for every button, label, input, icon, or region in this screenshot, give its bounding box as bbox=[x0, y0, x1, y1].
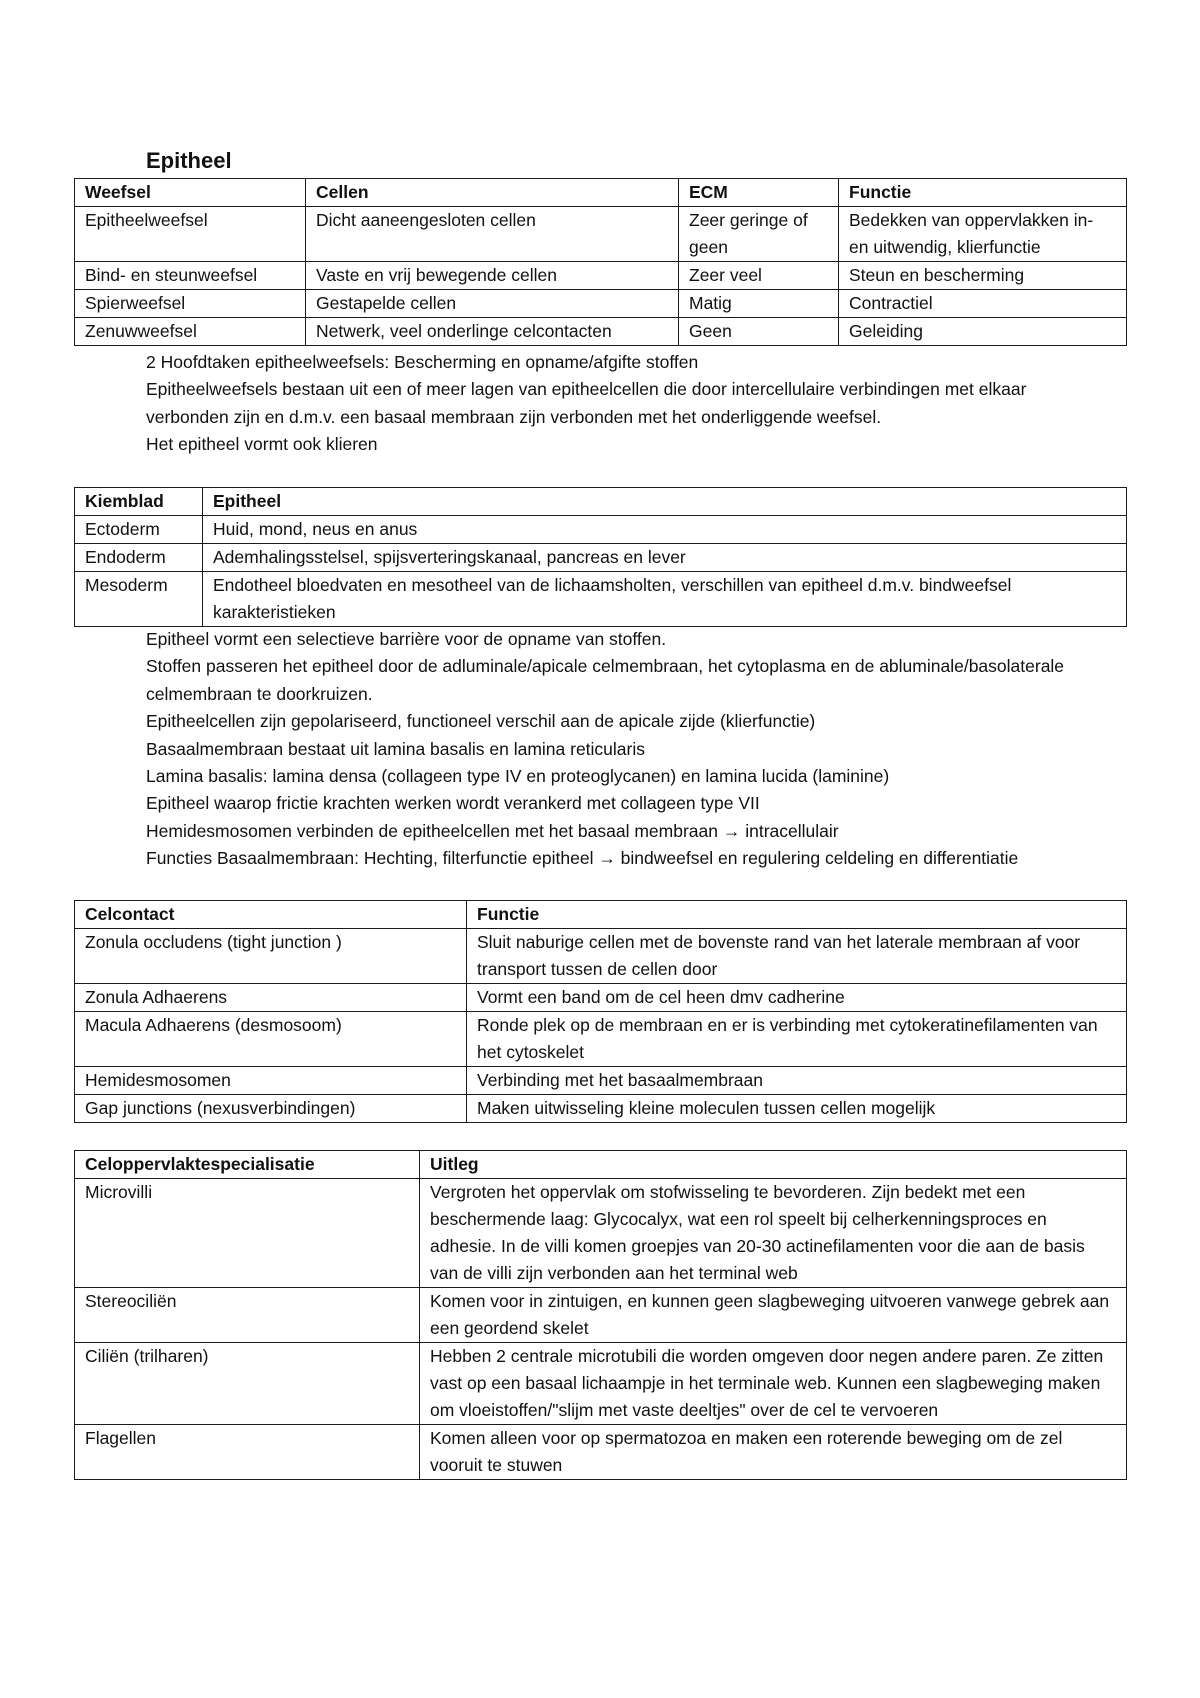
header-epitheel: Epitheel bbox=[203, 488, 1127, 516]
table-row bbox=[75, 1067, 1127, 1095]
table-cell: Bedekken van oppervlakken in- en uitwendig, klierfunctie bbox=[839, 207, 1127, 262]
table-row bbox=[75, 516, 1127, 544]
table-cell: Hemidesmosomen bbox=[75, 1067, 467, 1095]
table-header-row bbox=[75, 488, 1127, 516]
table-row bbox=[75, 929, 1127, 984]
germ-layer-table bbox=[74, 487, 1127, 627]
table-cell: Dicht aaneengesloten cellen bbox=[306, 207, 679, 262]
page-title: Epitheel bbox=[146, 148, 232, 173]
table-cell: Geen bbox=[679, 318, 839, 346]
table-cell: Mesoderm bbox=[75, 572, 203, 627]
table-cell: Endotheel bloedvaten en mesotheel van de lichaamsholten, verschillen van epitheel d.m.v. bindweefsel karakteristieken bbox=[203, 572, 1127, 627]
table-cell: Bind- en steunweefsel bbox=[75, 262, 306, 290]
table-row bbox=[75, 1288, 1127, 1343]
header-weefsel: Weefsel bbox=[75, 179, 306, 207]
table-cell: Vormt een band om de cel heen dmv cadherine bbox=[467, 984, 1127, 1012]
surface-specialisation-table bbox=[74, 1150, 1127, 1480]
table-cell: Huid, mond, neus en anus bbox=[203, 516, 1127, 544]
header-functie: Functie bbox=[839, 179, 1127, 207]
paragraph: Functies Basaalmembraan: Hechting, filterfunctie epitheel → bindweefsel en regulering celdeling en differentiatie bbox=[146, 848, 1019, 869]
table-cell: Maken uitwisseling kleine moleculen tussen cellen mogelijk bbox=[467, 1095, 1127, 1123]
table-row bbox=[75, 1425, 1127, 1480]
table-cell: Microvilli bbox=[75, 1179, 420, 1288]
table-row bbox=[75, 318, 1127, 346]
cell-contact-table bbox=[74, 900, 1127, 1123]
header-specialisatie: Celoppervlaktespecialisatie bbox=[75, 1151, 420, 1179]
table-cell: Endoderm bbox=[75, 544, 203, 572]
intro-paragraphs bbox=[146, 349, 1096, 459]
table-cell: Epitheelweefsel bbox=[75, 207, 306, 262]
paragraph: Het epitheel vormt ook klieren bbox=[146, 434, 378, 455]
table-cell: Ademhalingsstelsel, spijsverteringskanaal, pancreas en lever bbox=[203, 544, 1127, 572]
table-row bbox=[75, 1095, 1127, 1123]
paragraph: Basaalmembraan bestaat uit lamina basalis en lamina reticularis bbox=[146, 738, 645, 759]
table-cell: Macula Adhaerens (desmosoom) bbox=[75, 1012, 467, 1067]
table-cell: Gap junctions (nexusverbindingen) bbox=[75, 1095, 467, 1123]
table-row bbox=[75, 262, 1127, 290]
table-cell: Ciliën (trilharen) bbox=[75, 1343, 420, 1425]
table-cell: Steun en bescherming bbox=[839, 262, 1127, 290]
header-functie: Functie bbox=[467, 901, 1127, 929]
header-kiemblad: Kiemblad bbox=[75, 488, 203, 516]
table-cell: Zonula occludens (tight junction ) bbox=[75, 929, 467, 984]
table-cell: Contractiel bbox=[839, 290, 1127, 318]
table-cell: Sluit naburige cellen met de bovenste rand van het laterale membraan af voor transport tussen de cellen door bbox=[467, 929, 1127, 984]
table-row bbox=[75, 290, 1127, 318]
header-ecm: ECM bbox=[679, 179, 839, 207]
table-cell: Gestapelde cellen bbox=[306, 290, 679, 318]
table-row bbox=[75, 544, 1127, 572]
table-row bbox=[75, 572, 1127, 627]
table-row bbox=[75, 1012, 1127, 1067]
table-cell: Zonula Adhaerens bbox=[75, 984, 467, 1012]
header-cellen: Cellen bbox=[306, 179, 679, 207]
table-cell: Geleiding bbox=[839, 318, 1127, 346]
paragraph: 2 Hoofdtaken epitheelweefsels: Bescherming en opname/afgifte stoffen bbox=[146, 352, 699, 372]
table-cell: Matig bbox=[679, 290, 839, 318]
table-header-row bbox=[75, 179, 1127, 207]
paragraph: Epitheel vormt een selectieve barrière voor de opname van stoffen. bbox=[146, 629, 667, 649]
table-cell: Hebben 2 centrale microtubili die worden omgeven door negen andere paren. Ze zitten vast op een basaal lichaampje in het terminale web. Kunnen een slagbeweging maken om vloeistoffen/"slijm met vaste deeltjes" over de cel te vervoeren bbox=[420, 1343, 1127, 1425]
header-uitleg: Uitleg bbox=[420, 1151, 1127, 1179]
paragraph: Lamina basalis: lamina densa (collageen type IV en proteoglycanen) en lamina lucida (laminine) bbox=[146, 766, 890, 787]
table-cell: Komen voor in zintuigen, en kunnen geen slagbeweging uitvoeren vanwege gebrek aan een geordend skelet bbox=[420, 1288, 1127, 1343]
paragraph: Epitheel waarop frictie krachten werken wordt verankerd met collageen type VII bbox=[146, 793, 760, 814]
table-row bbox=[75, 984, 1127, 1012]
basement-membrane-paragraphs bbox=[146, 626, 1096, 873]
table-cell: Zeer veel bbox=[679, 262, 839, 290]
table-cell: Netwerk, veel onderlinge celcontacten bbox=[306, 318, 679, 346]
table-cell: Vaste en vrij bewegende cellen bbox=[306, 262, 679, 290]
table-cell: Zeer geringe of geen bbox=[679, 207, 839, 262]
tissue-table bbox=[74, 178, 1127, 346]
header-celcontact: Celcontact bbox=[75, 901, 467, 929]
table-header-row bbox=[75, 1151, 1127, 1179]
paragraph: Stoffen passeren het epitheel door de adluminale/apicale celmembraan, het cytoplasma en de abluminale/basolaterale celmembraan te doorkruizen. bbox=[146, 656, 1065, 704]
table-cell: Spierweefsel bbox=[75, 290, 306, 318]
table-cell: Ronde plek op de membraan en er is verbinding met cytokeratinefilamenten van het cytoskelet bbox=[467, 1012, 1127, 1067]
table-cell: Komen alleen voor op spermatozoa en maken een roterende beweging om de zel vooruit te stuwen bbox=[420, 1425, 1127, 1480]
table-cell: Flagellen bbox=[75, 1425, 420, 1480]
table-cell: Stereociliën bbox=[75, 1288, 420, 1343]
table-header-row bbox=[75, 901, 1127, 929]
table-cell: Verbinding met het basaalmembraan bbox=[467, 1067, 1127, 1095]
paragraph: Epitheelweefsels bestaan uit een of meer lagen van epitheelcellen die door intercellulaire verbindingen met elkaar verbonden zijn en d.m.v. een basaal membraan zijn verbonden met het onderliggende weefsel. bbox=[146, 379, 1027, 427]
table-row bbox=[75, 1343, 1127, 1425]
table-row bbox=[75, 1179, 1127, 1288]
table-row bbox=[75, 207, 1127, 262]
table-cell: Zenuwweefsel bbox=[75, 318, 306, 346]
paragraph: Hemidesmosomen verbinden de epitheelcellen met het basaal membraan → intracellulair bbox=[146, 820, 839, 841]
table-cell: Vergroten het oppervlak om stofwisseling te bevorderen. Zijn bedekt met een beschermende laag: Glycocalyx, wat een rol speelt bij celherkenningsproces en adhesie. In de villi komen groepjes van 20-30 actinefilamenten voor die aan de basis van de villi zijn verbonden aan het terminal web bbox=[420, 1179, 1127, 1288]
paragraph: Epitheelcellen zijn gepolariseerd, functioneel verschil aan de apicale zijde (klierfunctie) bbox=[146, 711, 816, 732]
table-cell: Ectoderm bbox=[75, 516, 203, 544]
